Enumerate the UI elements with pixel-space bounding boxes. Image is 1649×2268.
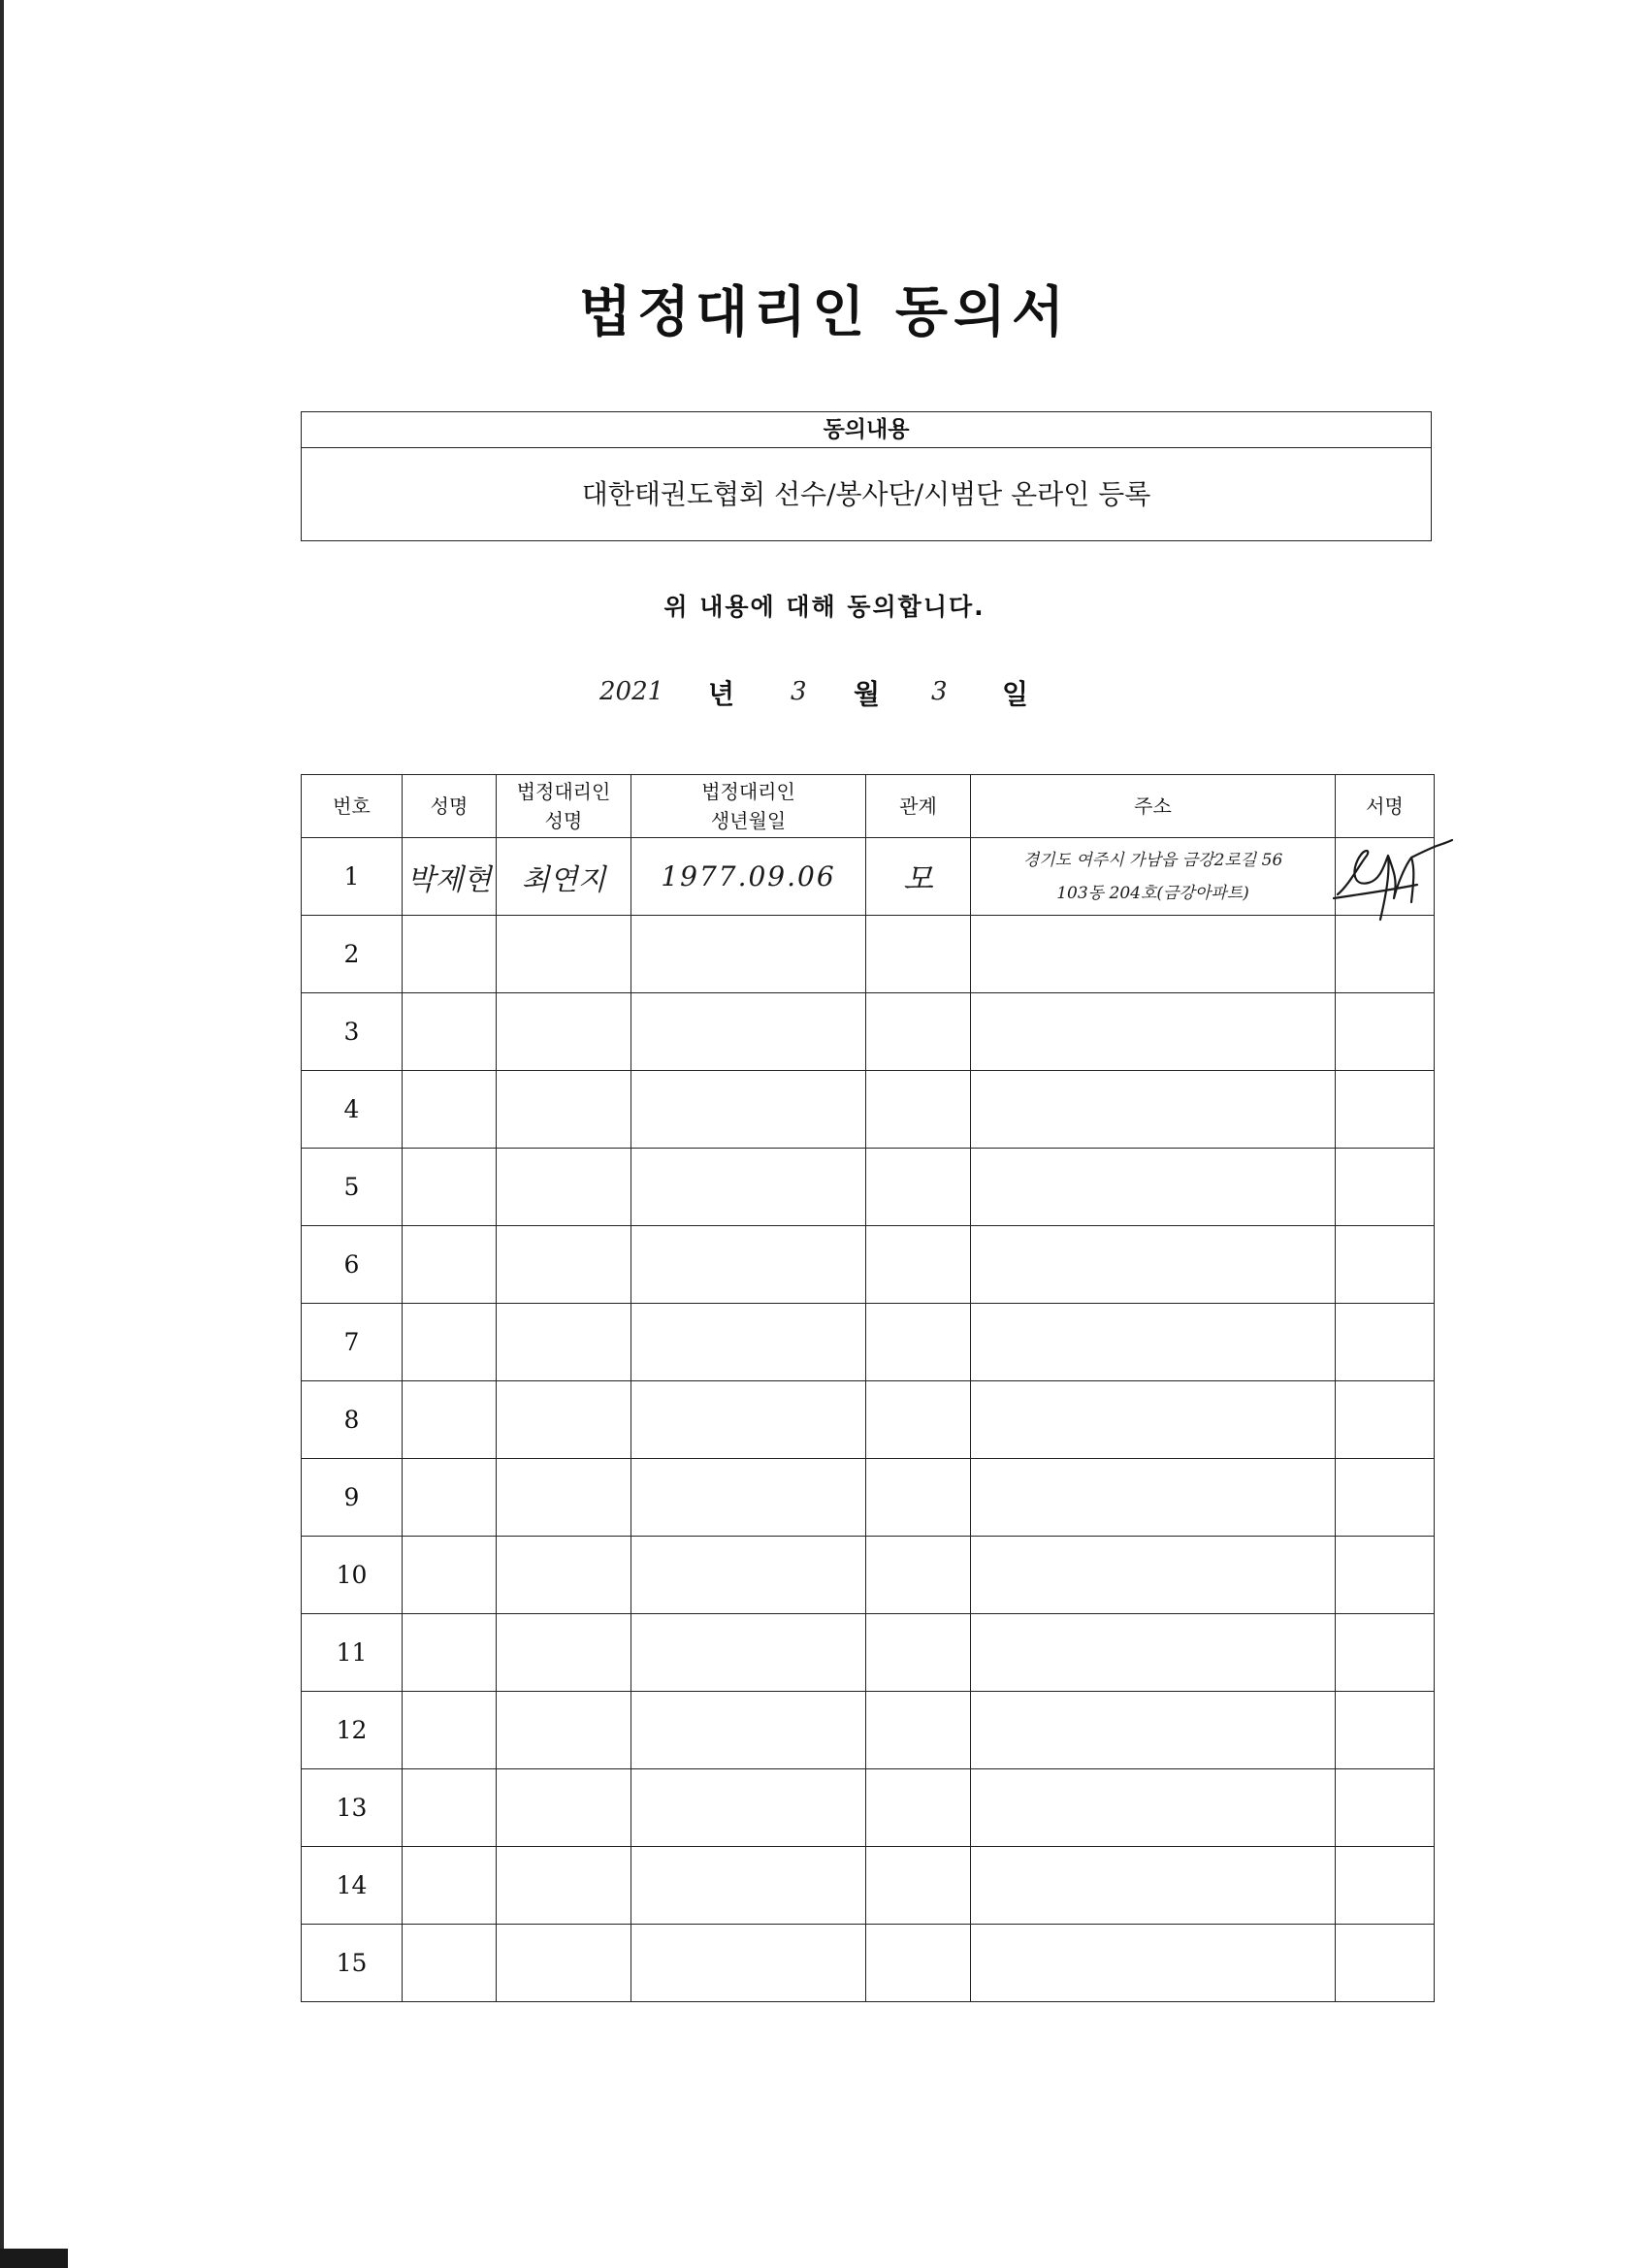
header-guardian-name bbox=[497, 775, 631, 838]
row-number: 1 bbox=[302, 838, 403, 916]
row-number: 15 bbox=[302, 1925, 403, 2002]
row-number: 5 bbox=[302, 1149, 403, 1226]
consent-header: 동의내용 bbox=[302, 412, 1431, 448]
row-number: 6 bbox=[302, 1226, 403, 1304]
row-number: 9 bbox=[302, 1459, 403, 1537]
table-row bbox=[302, 1226, 1435, 1304]
header-address: 주소 bbox=[971, 775, 1336, 838]
date-month-label: 월 bbox=[854, 678, 881, 710]
date-month: 3 bbox=[791, 677, 807, 706]
date-day-label: 일 bbox=[1002, 678, 1029, 710]
header-relation: 관계 bbox=[866, 775, 971, 838]
table-row bbox=[302, 1071, 1435, 1149]
handwritten-signature bbox=[1330, 826, 1456, 933]
row-name: 박제현 bbox=[403, 838, 497, 916]
table-row bbox=[302, 1304, 1435, 1381]
row-guardian-birth: 1977.09.06 bbox=[631, 838, 866, 916]
row-address-line1: 경기도 여주시 가남읍 금강2로길 56 bbox=[1022, 850, 1283, 870]
row-number: 12 bbox=[302, 1692, 403, 1769]
table-row bbox=[302, 1537, 1435, 1614]
row-number: 8 bbox=[302, 1381, 403, 1459]
row-number: 4 bbox=[302, 1071, 403, 1149]
date-year-label: 년 bbox=[708, 678, 735, 710]
table-row bbox=[302, 1925, 1435, 2002]
row-guardian-name: 최연지 bbox=[497, 838, 631, 916]
table-row bbox=[302, 1149, 1435, 1226]
table-row bbox=[302, 993, 1435, 1071]
row-relation: 모 bbox=[866, 838, 971, 916]
row-number: 14 bbox=[302, 1847, 403, 1925]
consent-box bbox=[301, 411, 1432, 541]
consent-content: 대한태권도협회 선수/봉사단/시범단 온라인 등록 bbox=[581, 478, 1151, 510]
table-row bbox=[302, 1381, 1435, 1459]
scan-edge-corner bbox=[0, 2249, 68, 2268]
table-row bbox=[302, 1769, 1435, 1847]
agreement-statement: 위 내용에 대해 동의합니다. bbox=[663, 593, 986, 621]
date-row bbox=[0, 669, 1649, 718]
row-number: 7 bbox=[302, 1304, 403, 1381]
guardian-roster-table bbox=[301, 774, 1435, 2002]
date-day: 3 bbox=[931, 677, 948, 706]
row-number: 2 bbox=[302, 916, 403, 993]
document-title: 법정대리인 동의서 bbox=[578, 281, 1071, 344]
row-number: 10 bbox=[302, 1537, 403, 1614]
date-year: 2021 bbox=[599, 677, 664, 706]
table-row bbox=[302, 1847, 1435, 1925]
row-signature bbox=[1336, 838, 1435, 916]
table-row bbox=[302, 838, 1435, 916]
table-row bbox=[302, 916, 1435, 993]
table-header-row bbox=[302, 775, 1435, 838]
header-guardian-birth bbox=[631, 775, 866, 838]
header-guardian-birth-line1: 법정대리인 bbox=[701, 780, 795, 803]
header-name: 성명 bbox=[403, 775, 497, 838]
header-guardian-name-line1: 법정대리인 bbox=[516, 780, 611, 803]
header-signature: 서명 bbox=[1336, 775, 1435, 838]
header-guardian-birth-line2: 생년월일 bbox=[710, 809, 787, 832]
header-guardian-name-line2: 성명 bbox=[544, 809, 583, 832]
row-number: 11 bbox=[302, 1614, 403, 1692]
table-row bbox=[302, 1459, 1435, 1537]
row-address-line2: 103동 204호(금강아파트) bbox=[1056, 883, 1249, 903]
table-row bbox=[302, 1614, 1435, 1692]
table-row bbox=[302, 1692, 1435, 1769]
row-number: 3 bbox=[302, 993, 403, 1071]
row-address bbox=[971, 838, 1336, 916]
header-number: 번호 bbox=[302, 775, 403, 838]
row-number: 13 bbox=[302, 1769, 403, 1847]
